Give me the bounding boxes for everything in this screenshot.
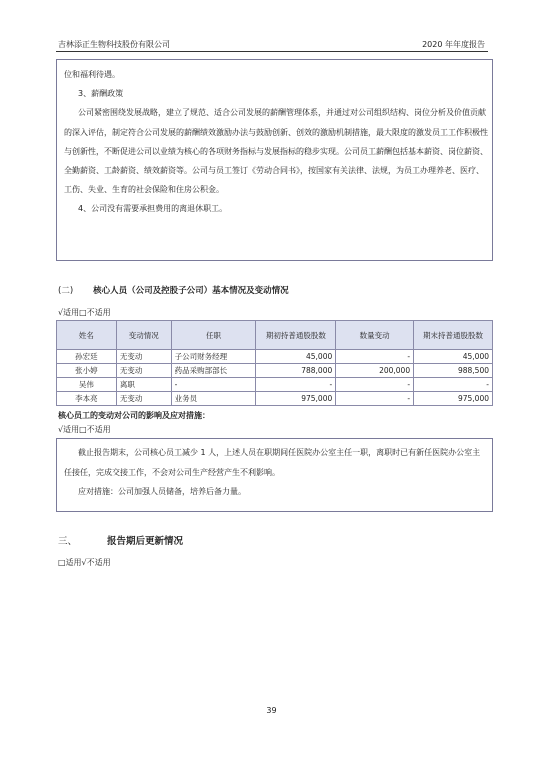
cell-name: 孙宏廷 (57, 350, 117, 364)
cell-closing-shares: - (414, 378, 493, 392)
section-2-number: (二) (58, 286, 74, 296)
cell-quantity-change: - (336, 378, 414, 392)
retiree-note: 4、公司没有需要承担费用的离退休职工。 (78, 204, 228, 214)
header-change: 变动情况 (116, 321, 171, 350)
header-quantity-change: 数量变动 (336, 321, 414, 350)
cell-name: 张小婷 (57, 364, 117, 378)
page-number: 39 (266, 706, 277, 715)
section-2-heading (58, 284, 289, 296)
continuation-line: 位和福利待遇。 (64, 70, 120, 79)
cell-change: 无变动 (116, 350, 171, 364)
cell-quantity-change: - (336, 350, 414, 364)
cell-quantity-change: 200,000 (336, 364, 414, 378)
header-opening-shares: 期初持普通股股数 (256, 321, 336, 350)
cell-position: 子公司财务经理 (171, 350, 256, 364)
cell-position: 业务员 (171, 392, 256, 406)
section-2-title: 核心人员（公司及控股子公司）基本情况及变动情况 (93, 286, 289, 296)
header-divider (56, 51, 488, 52)
cell-opening-shares: - (256, 378, 336, 392)
impact-box (56, 438, 493, 512)
table-row (57, 392, 493, 406)
cell-name: 李本亮 (57, 392, 117, 406)
cell-closing-shares: 45,000 (414, 350, 493, 364)
cell-opening-shares: 45,000 (256, 350, 336, 364)
applicable-indicator-3: □适用√不适用 (58, 558, 111, 567)
section-3-number: 三、 (58, 536, 78, 547)
cell-closing-shares: 975,000 (414, 392, 493, 406)
impact-heading: 核心员工的变动对公司的影响及应对措施： (58, 411, 210, 420)
header-closing-shares: 期末持普通股股数 (414, 321, 493, 350)
header-position: 任职 (171, 321, 256, 350)
applicable-indicator-2: √适用□不适用 (58, 425, 111, 434)
cell-position: 药品采购部部长 (171, 364, 256, 378)
table-row (57, 350, 493, 364)
cell-quantity-change: - (336, 392, 414, 406)
core-staff-table (56, 320, 493, 406)
cell-closing-shares: 988,500 (414, 364, 493, 378)
impact-paragraph: 截止报告期末，公司核心员工减少 1 人，上述人员在职期间任医院办公室主任一职，离职时已有新任医院办公室主任接任，完成交接工作，不会对公司生产经营产生不利影响。 (64, 448, 481, 477)
countermeasure-paragraph: 应对措施：公司加强人员储备，培养后备力量。 (78, 487, 246, 496)
header-name: 姓名 (57, 321, 117, 350)
compensation-heading: 3、薪酬政策 (78, 89, 124, 99)
cell-position: - (171, 378, 256, 392)
cell-opening-shares: 975,000 (256, 392, 336, 406)
table-header-row (57, 321, 493, 350)
header-report-title: 2020 年年度报告 (422, 40, 485, 49)
cell-change: 无变动 (116, 364, 171, 378)
section-3-title: 报告期后更新情况 (107, 536, 184, 547)
applicable-indicator-1: √适用□不适用 (58, 308, 111, 317)
cell-change: 无变动 (116, 392, 171, 406)
section-3-heading (58, 533, 183, 547)
table-row (57, 378, 493, 392)
header-company: 吉林添正生物科技股份有限公司 (58, 40, 170, 49)
compensation-paragraph: 公司紧密围绕发展战略，建立了规范、适合公司发展的薪酬管理体系，并通过对公司组织结构、岗位分析及价值贡献的深入评估，制定符合公司发展的薪酬绩效激励办法与鼓励创新、创效的激励机制措施，最大限度的激发员工工作积极性与创新性，不断促进公司以业绩为核心的各项财务指标与发展指标的稳步实现。公司员工薪酬包括基本薪资、岗位薪资、全勤薪资、工龄薪资、绩效薪资等。公司与员工签订《劳动合同书》，按国家有关法律、法规，为员工办理养老、医疗、工伤、失业、生育的社会保险和住房公积金。 (64, 108, 488, 195)
cell-change: 离职 (116, 378, 171, 392)
table-row (57, 364, 493, 378)
cell-opening-shares: 788,000 (256, 364, 336, 378)
compensation-policy-box (56, 59, 493, 261)
cell-name: 吴伟 (57, 378, 117, 392)
